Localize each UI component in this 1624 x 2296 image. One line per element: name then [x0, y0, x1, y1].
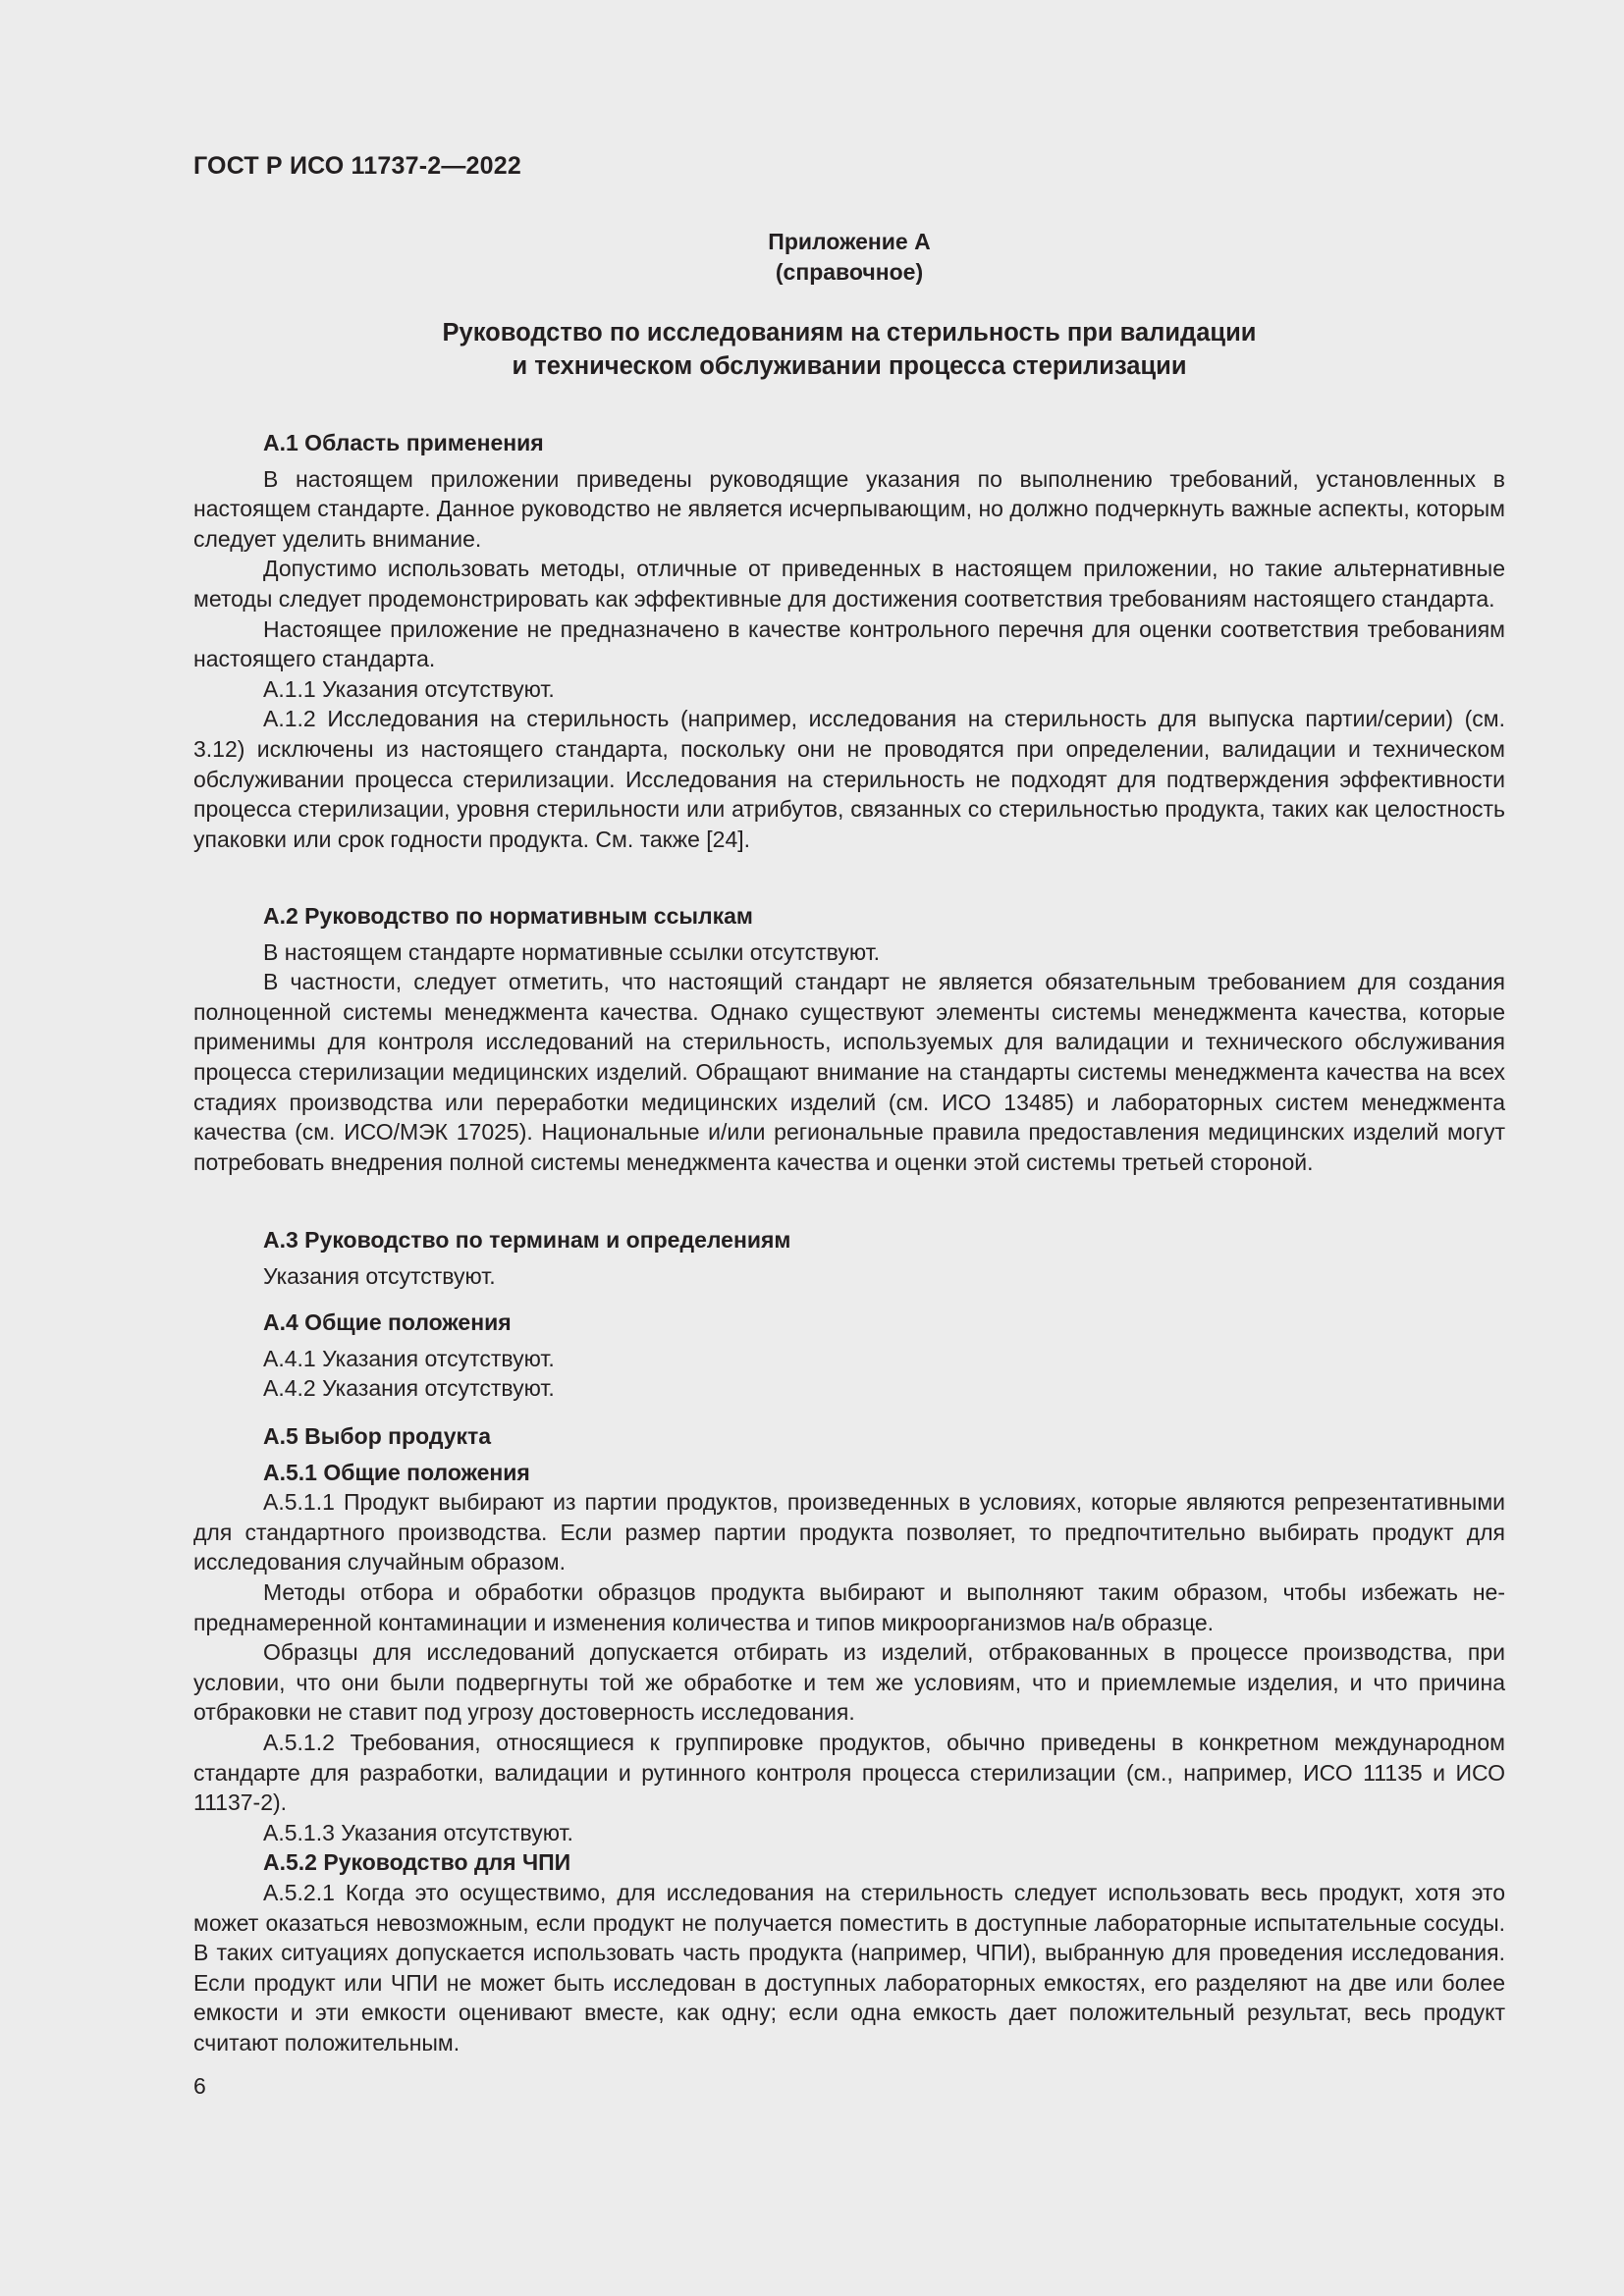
section-heading: А.3 Руководство по терминам и определениям	[263, 1227, 791, 1253]
section-heading: А.2 Руководство по нормативным ссылкам	[263, 903, 753, 929]
section-heading: А.5 Выбор продукта	[263, 1423, 492, 1449]
paragraph: А.5.1.1 Продукт выбирают из партии продуктов, произведенных в условиях, которые являются репрезентативными для стандартного производства. Если размер партии продукта позволяет, то предпочтительно выбирать продукт для исследования случайным образом.	[193, 1489, 1505, 1575]
section-heading: А.1 Область применения	[263, 430, 544, 455]
paragraph: Допустимо использовать методы, отличные от приведенных в настоящем приложении, но такие альтернативные методы следует продемонстрировать как эффективные для достижения соответствия требованиям настоящего стандарта.	[193, 556, 1505, 612]
paragraph: В частности, следует отметить, что настоящий стандарт не является обязательным требованием для создания полноценной системы менеджмента качества. Однако существуют элементы системы менеджмента качества, которые применимы для контроля исследований на стерильность, используемых для валидации и технического обслуживания процесса стерилизации медицинских изделий. Обращают внимание на стандарты системы менеджмента качества на всех стадиях производства или переработки медицинских изделий (см. ИСО 13485) и лабораторных систем менеджмента качества (см. ИСО/МЭК 17025). Национальные и/или региональные правила предоставления медицинских изделий могут потребовать внедрения полной системы менеджмента качества и оценки этой системы третьей стороной.	[193, 969, 1505, 1175]
paragraph: А.1.1 Указания отсутствуют.	[263, 675, 555, 702]
paragraph: А.4.2 Указания отсутствуют.	[263, 1375, 555, 1402]
section-a5	[193, 1421, 1505, 2057]
section-a1	[193, 428, 1505, 854]
paragraph: А.1.2 Исследования на стерильность (например, исследования на стерильность для выпуска партии/серии) (см. 3.12) исключены из настоящего стандарта, поскольку они не проводятся при определении, валидации и техническом обслуживании процесса стерилизации. Исследования на стерильность не подходят для подтверждения эффективности процесса стерилизации, уровня стерильности или атрибутов, связанных со стерильностью продукта, таких как целостность упаковки или срок годности продукта. См. также [24].	[193, 706, 1505, 852]
page-number: 6	[193, 2073, 206, 2099]
section-a2	[193, 901, 1505, 1177]
annex-heading-line-1: Руководство по исследованиям на стерильность при валидации	[442, 319, 1257, 347]
annex-heading-line-2: и техническом обслуживании процесса стерилизации	[512, 352, 1187, 380]
paragraph: Указания отсутствуют.	[263, 1262, 496, 1289]
paragraph: Образцы для исследований допускается отбирать из изделий, отбракованных в процессе производства, при условии, что они были подвергнуты той же обработке и тем же условиям, что и приемлемые изделия, и что причина отбраковки не ставит под угрозу достоверность исследования.	[193, 1639, 1505, 1726]
section-a4	[193, 1308, 1505, 1404]
paragraph: А.5.2.1 Когда это осуществимо, для исследования на стерильность следует использовать весь продукт, хотя это может оказаться невозможным, если продукт не получается поместить в доступные лабораторные испытательные сосуды. В таких ситуациях допускается использовать часть продукта (например, ЧПИ), выбранную для проведения исследования. Если продукт или ЧПИ не может быть исследован в доступных лабораторных емкостях, его разделяют на две или более емкости и эти емкости оценивают вместе, как одну; если одна емкость дает положительный результат, весь продукт считают положительным.	[193, 1879, 1505, 2056]
paragraph: А.4.1 Указания отсутствуют.	[263, 1345, 555, 1371]
section-heading: А.4 Общие положения	[263, 1309, 512, 1335]
annex-heading	[193, 316, 1505, 383]
paragraph: А.5.1.2 Требования, относящиеся к группировке продуктов, обычно приведены в конкретном международном стандарте для разработки, валидации и рутинного контроля процесса стерилизации (см., например, ИСО 11135 и ИСО 11137-2).	[193, 1729, 1505, 1816]
paragraph: Методы отбора и обработки образцов продукта выбирают и выполняют таким образом, чтобы избежать непреднамеренной контаминации и изменения количества и типов микроорганизмов на/в образце.	[193, 1578, 1505, 1635]
annex-title-block	[193, 227, 1505, 288]
paragraph: В настоящем стандарте нормативные ссылки отсутствуют.	[263, 938, 880, 965]
paragraph: Настоящее приложение не предназначено в качестве контрольного перечня для оценки соответствия требованиям настоящего стандарта.	[193, 615, 1505, 672]
section-a3	[193, 1225, 1505, 1291]
annex-subtitle: (справочное)	[775, 259, 924, 285]
paragraph: В настоящем приложении приведены руководящие указания по выполнению требований, установленных в настоящем стандарте. Данное руководство не является исчерпывающим, но должно подчеркнуть важные аспекты, которым следует уделить внимание.	[193, 465, 1505, 552]
annex-title: Приложение А	[768, 229, 931, 254]
document-header: ГОСТ Р ИСО 11737-2—2022	[193, 152, 521, 180]
paragraph: А.5.1.3 Указания отсутствуют.	[263, 1819, 573, 1845]
subsection-heading: А.5.1 Общие положения	[263, 1459, 530, 1485]
subsection-heading: А.5.2 Руководство для ЧПИ	[263, 1849, 571, 1876]
